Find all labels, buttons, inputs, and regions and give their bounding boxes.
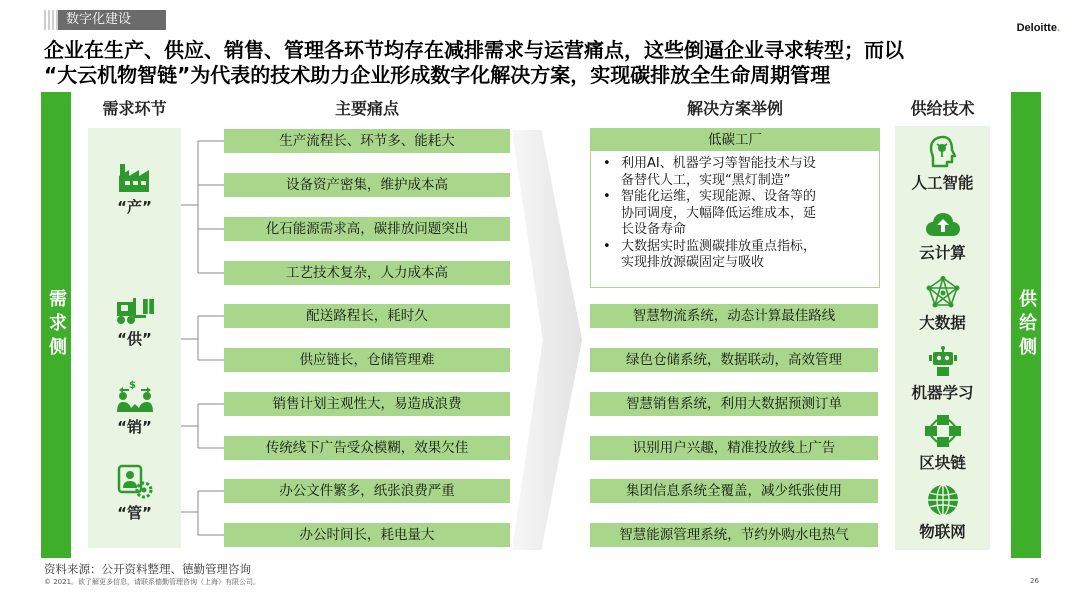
header-solution: 解决方案举例 [686,99,783,118]
solution-item: 绿色仓储系统，数据联动，高效管理 [590,348,878,372]
solution-item: 智慧销售系统，利用大数据预测订单 [590,392,878,416]
pain-point: 办公文件繁多，纸张浪费严重 [224,479,510,503]
globe-icon [925,483,961,517]
copyright: © 2021。欲了解更多信息，请联系德勤管理咨询（上海）有限公司。 [44,578,261,586]
demand-side-bar: 需求侧 [41,92,71,558]
robot-icon [925,346,961,378]
stage-label: “销” [117,418,152,436]
solution-item: 智慧物流系统，动态计算最佳路线 [590,304,878,328]
tech-label: 区块链 [919,454,966,472]
big-data-network-icon [925,276,961,308]
low-carbon-factory-title: 低碳工厂 [591,129,879,151]
stage-label: “管” [117,504,152,522]
pain-point: 传统线下广告受众模糊，效果欠佳 [224,436,510,460]
tech-cloud [895,210,990,263]
blockchain-icon [924,414,962,448]
tech-machine-learning [895,346,990,403]
header-pain: 主要痛点 [334,99,399,118]
pain-point: 化石能源需求高，碳排放问题突出 [224,217,510,241]
tech-label: 大数据 [919,314,966,332]
tech-blockchain [895,414,990,473]
list-item: • 大数据实时监测碳排放重点指标， 实现排放源碳固定与吸收 [599,239,871,272]
headline-line-2: “大云机物智链”为代表的技术助力企业形成数字化解决方案，实现碳排放全生命周期管理 [44,63,831,87]
tech-iot [895,483,990,542]
solution-item: 识别用户兴趣，精准投放线上广告 [590,436,878,460]
pain-point: 设备资产密集，维护成本高 [224,173,510,197]
list-item: • 利用AI、机器学习等智能技术与设 备替代人工，实现“黑灯制造” [599,156,871,189]
tech-big-data [895,276,990,333]
tech-label: 物联网 [919,523,966,541]
pain-point: 配送路程长，耗时久 [224,304,510,328]
source-note: 资料来源：公开资料整理、德勤管理咨询 [44,562,251,576]
stage-label: “供” [117,330,152,348]
pain-point: 供应链长，仓储管理难 [224,348,510,372]
tech-label: 机器学习 [911,384,974,402]
headline-line-1: 企业在生产、供应、销售、管理各环节均存在减排需求与运营痛点，这些倒逼企业寻求转型；而以 [44,38,904,62]
solution-item: 集团信息系统全覆盖，减少纸张使用 [590,479,878,503]
pain-point: 办公时间长，耗电量大 [224,523,510,547]
low-carbon-factory-box [590,128,880,288]
tech-label: 人工智能 [911,174,974,192]
tech-ai [895,134,990,193]
cloud-upload-icon [924,210,962,238]
section-tag: 数字化建设 [44,10,166,30]
deloitte-logo: Deloitte. [1016,22,1060,34]
list-item: • 智能化运维，实现能源、设备等的 协同调度，大幅降低运维成本，延 长设备寿命 [599,189,871,239]
svg-text:$: $ [128,380,136,391]
header-tech: 供给技术 [910,99,975,118]
supply-side-bar: 供给侧 [1011,92,1041,558]
stage-label: “产” [117,198,152,216]
solution-item: 智慧能源管理系统，节约外购水电热气 [590,523,878,547]
ai-brain-icon [925,134,961,168]
pain-point: 工艺技术复杂，人力成本高 [224,261,510,285]
pain-point: 销售计划主观性大，易造成浪费 [224,392,510,416]
header-demand: 需求环节 [102,99,167,118]
tech-label: 云计算 [919,244,966,262]
pain-point: 生产流程长、环节多、能耗大 [224,129,510,153]
low-carbon-factory-list [591,151,879,272]
page-number: 26 [1030,577,1039,585]
